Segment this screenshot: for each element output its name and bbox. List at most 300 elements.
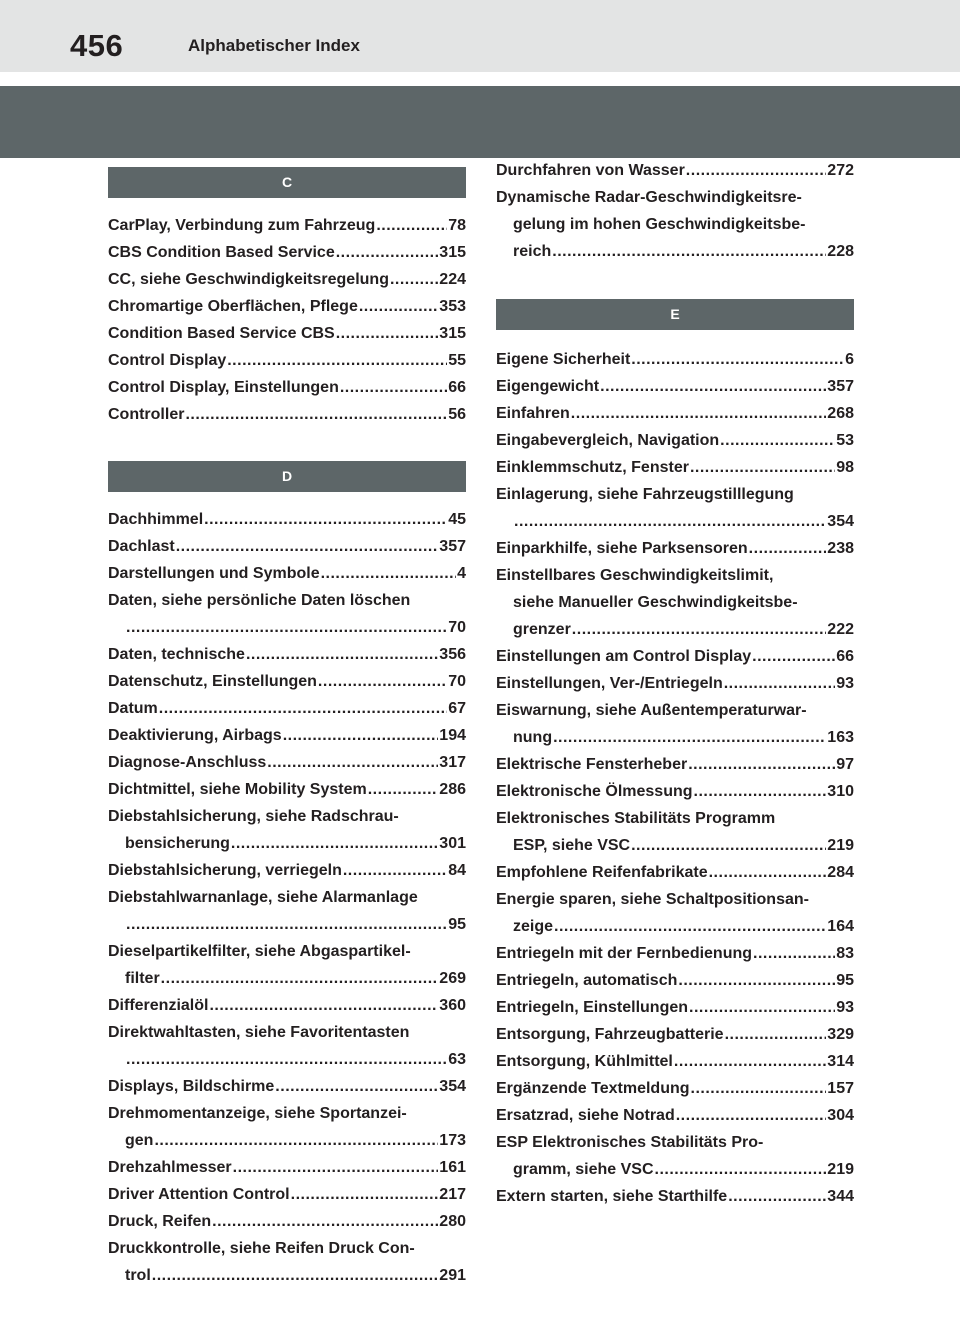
index-term: Drehmomentanzeige, siehe Sportanzei- bbox=[108, 1105, 407, 1122]
index-entry-line bbox=[108, 347, 466, 374]
page-reference: 286 bbox=[439, 781, 466, 798]
index-term: Empfohlene Reifenfabrikate bbox=[496, 864, 708, 881]
index-entry-line bbox=[108, 1073, 466, 1100]
index-entry-line bbox=[108, 749, 466, 776]
index-entry-line bbox=[496, 346, 854, 373]
page-reference: 83 bbox=[836, 945, 854, 962]
page-reference: 157 bbox=[827, 1080, 854, 1097]
index-entry-line bbox=[496, 1021, 854, 1048]
dot-leader bbox=[678, 967, 835, 994]
index-entry-line bbox=[108, 776, 466, 803]
index-entry bbox=[108, 776, 466, 803]
page-reference: 173 bbox=[439, 1132, 466, 1149]
dot-leader bbox=[185, 401, 447, 428]
page-reference: 93 bbox=[836, 675, 854, 692]
dot-leader bbox=[343, 857, 447, 884]
index-term: Datenschutz, Einstellungen bbox=[108, 673, 317, 690]
index-term: Eingabevergleich, Navigation bbox=[496, 432, 720, 449]
page-reference: 317 bbox=[439, 754, 466, 771]
index-term: Diebstahlsicherung, siehe Radschrau- bbox=[108, 808, 399, 825]
page-reference: 84 bbox=[448, 862, 466, 879]
index-entry-line bbox=[108, 938, 466, 965]
index-entry bbox=[108, 1235, 466, 1289]
index-entry-line bbox=[496, 724, 854, 751]
index-entry-line bbox=[496, 994, 854, 1021]
dot-leader bbox=[359, 293, 438, 320]
page-reference: 67 bbox=[448, 700, 466, 717]
index-term: Druckkontrolle, siehe Reifen Druck Con- bbox=[108, 1240, 415, 1257]
index-entry-line bbox=[496, 589, 854, 616]
index-entry bbox=[496, 886, 854, 940]
index-entry bbox=[496, 157, 854, 184]
index-term: bensicherung bbox=[125, 835, 230, 852]
index-entry bbox=[108, 722, 466, 749]
index-entry bbox=[108, 1154, 466, 1181]
index-entry-line bbox=[108, 1019, 466, 1046]
index-entry-line bbox=[496, 157, 854, 184]
dot-leader bbox=[283, 722, 439, 749]
index-entry bbox=[496, 967, 854, 994]
index-entry-line bbox=[108, 1127, 466, 1154]
dot-leader bbox=[572, 616, 827, 643]
dot-leader bbox=[600, 373, 826, 400]
page-reference: 66 bbox=[836, 648, 854, 665]
dot-leader bbox=[336, 320, 439, 347]
index-entry bbox=[108, 992, 466, 1019]
index-entry bbox=[108, 587, 466, 641]
index-term: Eigene Sicherheit bbox=[496, 351, 631, 368]
index-term: Einklemmschutz, Fenster bbox=[496, 459, 689, 476]
index-term: Durchfahren von Wasser bbox=[496, 162, 685, 179]
index-term: Elektronische Ölmessung bbox=[496, 783, 693, 800]
index-entry bbox=[496, 1129, 854, 1183]
dot-leader bbox=[159, 695, 447, 722]
page-reference: 284 bbox=[827, 864, 854, 881]
index-entry bbox=[496, 778, 854, 805]
index-entry-line bbox=[108, 857, 466, 884]
index-entry bbox=[108, 695, 466, 722]
index-entry-line bbox=[108, 374, 466, 401]
index-entry-line bbox=[496, 1129, 854, 1156]
page-reference: 268 bbox=[827, 405, 854, 422]
dot-leader bbox=[246, 641, 438, 668]
page-reference: 314 bbox=[827, 1053, 854, 1070]
dot-leader bbox=[233, 1154, 439, 1181]
index-entry bbox=[108, 884, 466, 938]
index-term: CBS Condition Based Service bbox=[108, 244, 335, 261]
page-reference: 95 bbox=[836, 972, 854, 989]
index-term: Entsorgung, Fahrzeugbatterie bbox=[496, 1026, 724, 1043]
index-entry-line bbox=[108, 266, 466, 293]
index-entry bbox=[496, 643, 854, 670]
index-entry bbox=[108, 641, 466, 668]
index-entry-line bbox=[496, 1075, 854, 1102]
index-term: Displays, Bildschirme bbox=[108, 1078, 275, 1095]
page-number: 456 bbox=[70, 28, 124, 63]
index-entry bbox=[496, 751, 854, 778]
index-term: Elektrische Fensterheber bbox=[496, 756, 688, 773]
index-entry bbox=[108, 1100, 466, 1154]
page-reference: 70 bbox=[448, 619, 466, 636]
page-reference: 269 bbox=[439, 970, 466, 987]
index-term: Dachlast bbox=[108, 538, 175, 555]
page-reference: 360 bbox=[439, 997, 466, 1014]
page-reference: 70 bbox=[448, 673, 466, 690]
dot-leader bbox=[724, 670, 835, 697]
page-reference: 304 bbox=[827, 1107, 854, 1124]
page-reference: 315 bbox=[439, 244, 466, 261]
index-term: Diagnose-Anschluss bbox=[108, 754, 267, 771]
index-entry bbox=[496, 1048, 854, 1075]
page-reference: 56 bbox=[448, 406, 466, 423]
index-entry bbox=[496, 184, 854, 265]
index-entry bbox=[108, 347, 466, 374]
index-entry-line bbox=[496, 508, 854, 535]
page-reference: 301 bbox=[439, 835, 466, 852]
index-entry-line bbox=[496, 913, 854, 940]
dot-leader bbox=[368, 776, 439, 803]
index-term: Daten, technische bbox=[108, 646, 245, 663]
index-term: gen bbox=[125, 1132, 154, 1149]
dot-leader bbox=[231, 830, 438, 857]
index-entry-line bbox=[108, 293, 466, 320]
index-entry bbox=[496, 670, 854, 697]
page-reference: 194 bbox=[439, 727, 466, 744]
index-entry-line bbox=[108, 587, 466, 614]
index-term: CarPlay, Verbindung zum Fahrzeug bbox=[108, 217, 376, 234]
dot-leader bbox=[275, 1073, 438, 1100]
page-reference: 354 bbox=[439, 1078, 466, 1095]
index-term: CC, siehe Geschwindigkeitsregelung bbox=[108, 271, 389, 288]
page-reference: 4 bbox=[457, 565, 466, 582]
index-entry-line bbox=[496, 184, 854, 211]
index-entry bbox=[108, 668, 466, 695]
index-term: Ergänzende Textmeldung bbox=[496, 1080, 690, 1097]
dot-leader bbox=[212, 1208, 438, 1235]
dot-leader bbox=[227, 347, 447, 374]
index-entry bbox=[496, 994, 854, 1021]
index-column-left bbox=[108, 157, 466, 1289]
index-term: Einstellungen, Ver-/Entriegeln bbox=[496, 675, 723, 692]
page-reference: 98 bbox=[836, 459, 854, 476]
section-letter-header: D bbox=[108, 461, 466, 492]
dot-leader bbox=[674, 1048, 826, 1075]
index-term: Einparkhilfe, siehe Parksensoren bbox=[496, 540, 748, 557]
index-entry bbox=[108, 1181, 466, 1208]
page-reference: 354 bbox=[827, 513, 854, 530]
dot-leader bbox=[204, 506, 447, 533]
index-term: Datum bbox=[108, 700, 158, 717]
section-letter-header: C bbox=[108, 167, 466, 198]
dot-leader bbox=[291, 1181, 439, 1208]
dot-leader bbox=[690, 454, 835, 481]
dot-leader bbox=[631, 346, 844, 373]
index-entry bbox=[496, 454, 854, 481]
index-entry bbox=[496, 562, 854, 643]
index-entry bbox=[108, 803, 466, 857]
index-entry bbox=[496, 1021, 854, 1048]
index-entry-line bbox=[108, 1181, 466, 1208]
page-reference: 6 bbox=[845, 351, 854, 368]
page-reference: 222 bbox=[827, 621, 854, 638]
index-term: ESP Elektronisches Stabilitäts Pro- bbox=[496, 1134, 764, 1151]
index-term: Differenzialöl bbox=[108, 997, 209, 1014]
header-bar bbox=[0, 0, 960, 72]
index-entry-line bbox=[108, 695, 466, 722]
index-entry-line bbox=[108, 641, 466, 668]
index-entry-line bbox=[108, 320, 466, 347]
dot-leader bbox=[689, 994, 835, 1021]
page-reference: 161 bbox=[439, 1159, 466, 1176]
index-entry-line bbox=[496, 481, 854, 508]
page-reference: 78 bbox=[448, 217, 466, 234]
index-entry-line bbox=[496, 697, 854, 724]
dot-leader bbox=[688, 751, 835, 778]
dot-leader bbox=[267, 749, 438, 776]
dot-leader bbox=[749, 535, 827, 562]
index-entry bbox=[108, 857, 466, 884]
page-reference: 329 bbox=[827, 1026, 854, 1043]
index-term: Entriegeln, Einstellungen bbox=[496, 999, 689, 1016]
dot-leader bbox=[728, 1183, 826, 1210]
page-reference: 164 bbox=[827, 918, 854, 935]
index-entry bbox=[108, 320, 466, 347]
page-title: Alphabetischer Index bbox=[188, 36, 360, 55]
dot-leader bbox=[554, 913, 826, 940]
dot-leader bbox=[376, 212, 447, 239]
index-entry-line bbox=[108, 722, 466, 749]
index-entry bbox=[496, 940, 854, 967]
index-term: Drehzahlmesser bbox=[108, 1159, 232, 1176]
index-entry bbox=[108, 506, 466, 533]
index-entry-line bbox=[496, 373, 854, 400]
index-entry bbox=[108, 749, 466, 776]
index-entry-line bbox=[108, 1100, 466, 1127]
index-entry bbox=[496, 1075, 854, 1102]
index-term: trol bbox=[125, 1267, 151, 1284]
page-reference: 219 bbox=[827, 1161, 854, 1178]
page-reference: 93 bbox=[836, 999, 854, 1016]
index-entry-line bbox=[108, 884, 466, 911]
index-term: Einfahren bbox=[496, 405, 570, 422]
index-entry bbox=[496, 427, 854, 454]
page-reference: 356 bbox=[439, 646, 466, 663]
index-entry bbox=[496, 481, 854, 535]
index-entry-line bbox=[108, 803, 466, 830]
index-entry-line bbox=[496, 643, 854, 670]
index-entry-line bbox=[496, 967, 854, 994]
index-entry-line bbox=[496, 1183, 854, 1210]
dot-leader bbox=[126, 614, 447, 641]
index-entry-line bbox=[108, 668, 466, 695]
index-term: Condition Based Service CBS bbox=[108, 325, 335, 342]
index-entry-line bbox=[108, 830, 466, 857]
index-term: Einlagerung, siehe Fahrzeugstilllegung bbox=[496, 486, 794, 503]
dot-leader bbox=[676, 1102, 827, 1129]
index-entry-line bbox=[496, 805, 854, 832]
dot-leader bbox=[154, 1127, 438, 1154]
dot-leader bbox=[553, 724, 826, 751]
index-entry bbox=[496, 697, 854, 751]
dot-leader bbox=[694, 778, 827, 805]
page-reference: 310 bbox=[827, 783, 854, 800]
index-entry bbox=[496, 859, 854, 886]
index-term: Dieselpartikelfilter, siehe Abgaspartikel- bbox=[108, 943, 411, 960]
dot-leader bbox=[340, 374, 447, 401]
index-term: gramm, siehe VSC bbox=[513, 1161, 654, 1178]
index-entry-line bbox=[108, 1208, 466, 1235]
index-entry bbox=[108, 1208, 466, 1235]
index-entry bbox=[496, 346, 854, 373]
index-term: filter bbox=[125, 970, 160, 987]
index-entry-line bbox=[496, 454, 854, 481]
index-term: Dachhimmel bbox=[108, 511, 204, 528]
index-entry-line bbox=[496, 670, 854, 697]
page-reference: 357 bbox=[439, 538, 466, 555]
index-entry bbox=[496, 535, 854, 562]
page-reference: 97 bbox=[836, 756, 854, 773]
index-entry bbox=[496, 805, 854, 859]
index-term: Eigengewicht bbox=[496, 378, 600, 395]
index-term: Einstellbares Geschwindigkeitslimit, bbox=[496, 567, 774, 584]
index-term: Direktwahltasten, siehe Favoritentasten bbox=[108, 1024, 410, 1041]
dot-leader bbox=[321, 560, 457, 587]
dot-leader bbox=[720, 427, 835, 454]
index-entry-line bbox=[108, 1046, 466, 1073]
index-entry-line bbox=[108, 533, 466, 560]
page-reference: 55 bbox=[448, 352, 466, 369]
dot-leader bbox=[753, 940, 835, 967]
index-term: Control Display bbox=[108, 352, 227, 369]
index-entry-line bbox=[496, 1156, 854, 1183]
index-entry bbox=[108, 1073, 466, 1100]
index-entry-line bbox=[496, 886, 854, 913]
index-entry-line bbox=[496, 616, 854, 643]
page-reference: 217 bbox=[439, 1186, 466, 1203]
index-entry bbox=[496, 1183, 854, 1210]
index-entry bbox=[108, 401, 466, 428]
index-entry-line bbox=[496, 400, 854, 427]
dot-leader bbox=[686, 157, 827, 184]
index-term: Entsorgung, Kühlmittel bbox=[496, 1053, 673, 1070]
index-entry bbox=[108, 212, 466, 239]
index-entry bbox=[108, 560, 466, 587]
index-term: Entriegeln, automatisch bbox=[496, 972, 678, 989]
dot-leader bbox=[318, 668, 447, 695]
index-term: gelung im hohen Geschwindigkeitsbe- bbox=[513, 216, 806, 233]
dot-leader bbox=[176, 533, 439, 560]
page-reference: 228 bbox=[827, 243, 854, 260]
dot-leader bbox=[390, 266, 438, 293]
page-reference: 45 bbox=[448, 511, 466, 528]
index-entry bbox=[108, 533, 466, 560]
index-entry-line bbox=[108, 911, 466, 938]
index-entry bbox=[108, 374, 466, 401]
dot-leader bbox=[209, 992, 438, 1019]
dot-leader bbox=[691, 1075, 827, 1102]
dot-leader bbox=[725, 1021, 827, 1048]
index-entry bbox=[108, 1019, 466, 1073]
index-entry-line bbox=[496, 778, 854, 805]
index-entry-line bbox=[496, 1102, 854, 1129]
dot-leader bbox=[631, 832, 826, 859]
index-entry-line bbox=[496, 238, 854, 265]
index-term: zeige bbox=[513, 918, 554, 935]
index-term: Deaktivierung, Airbags bbox=[108, 727, 282, 744]
page-reference: 353 bbox=[439, 298, 466, 315]
index-term: Darstellungen und Symbole bbox=[108, 565, 320, 582]
index-term: Elektronisches Stabilitäts Programm bbox=[496, 810, 776, 827]
index-term: nung bbox=[513, 729, 553, 746]
index-entry bbox=[496, 400, 854, 427]
index-term: Extern starten, siehe Starthilfe bbox=[496, 1188, 728, 1205]
page-reference: 224 bbox=[439, 271, 466, 288]
index-entry-line bbox=[108, 560, 466, 587]
index-term: Controller bbox=[108, 406, 185, 423]
index-term: Energie sparen, siehe Schaltpositionsan- bbox=[496, 891, 809, 908]
dot-leader bbox=[709, 859, 827, 886]
dot-leader bbox=[126, 911, 447, 938]
page-reference: 66 bbox=[448, 379, 466, 396]
index-entry-line bbox=[108, 401, 466, 428]
index-term: Control Display, Einstellungen bbox=[108, 379, 339, 396]
index-term: Diebstahlwarnanlage, siehe Alarmanlage bbox=[108, 889, 418, 906]
index-term: Eiswarnung, siehe Außentemperaturwar- bbox=[496, 702, 807, 719]
index-term: Dynamische Radar-Geschwindigkeitsre- bbox=[496, 189, 802, 206]
page-reference: 95 bbox=[448, 916, 466, 933]
dot-leader bbox=[126, 1046, 447, 1073]
page-reference: 291 bbox=[439, 1267, 466, 1284]
index-entry-line bbox=[108, 614, 466, 641]
index-entry-line bbox=[496, 832, 854, 859]
page-reference: 315 bbox=[439, 325, 466, 342]
index-term: siehe Manueller Geschwindigkeitsbe- bbox=[513, 594, 798, 611]
dot-leader bbox=[655, 1156, 827, 1183]
index-entry-line bbox=[108, 965, 466, 992]
index-term: Chromartige Oberflächen, Pflege bbox=[108, 298, 358, 315]
index-term: Diebstahlsicherung, verriegeln bbox=[108, 862, 342, 879]
index-term: Einstellungen am Control Display bbox=[496, 648, 752, 665]
index-entry bbox=[108, 266, 466, 293]
index-entry-line bbox=[108, 506, 466, 533]
index-term: Druck, Reifen bbox=[108, 1213, 212, 1230]
index-entry-line bbox=[108, 212, 466, 239]
dot-leader bbox=[552, 238, 826, 265]
page-reference: 163 bbox=[827, 729, 854, 746]
index-entry-line bbox=[496, 562, 854, 589]
page-reference: 272 bbox=[827, 162, 854, 179]
index-entry-line bbox=[108, 239, 466, 266]
dot-leader bbox=[161, 965, 439, 992]
index-term: ESP, siehe VSC bbox=[513, 837, 631, 854]
index-term: Daten, siehe persönliche Daten löschen bbox=[108, 592, 411, 609]
index-term: Dichtmittel, siehe Mobility System bbox=[108, 781, 367, 798]
header-banner bbox=[0, 86, 960, 158]
page-reference: 238 bbox=[827, 540, 854, 557]
page-reference: 63 bbox=[448, 1051, 466, 1068]
index-entry bbox=[496, 1102, 854, 1129]
index-term: Ersatzrad, siehe Notrad bbox=[496, 1107, 675, 1124]
index-entry-line bbox=[108, 1262, 466, 1289]
index-entry-line bbox=[496, 751, 854, 778]
page-reference: 53 bbox=[836, 432, 854, 449]
index-term: reich bbox=[513, 243, 552, 260]
index-entry-line bbox=[108, 1235, 466, 1262]
dot-leader bbox=[514, 508, 826, 535]
dot-leader bbox=[336, 239, 439, 266]
index-entry bbox=[108, 293, 466, 320]
index-entry-line bbox=[496, 940, 854, 967]
